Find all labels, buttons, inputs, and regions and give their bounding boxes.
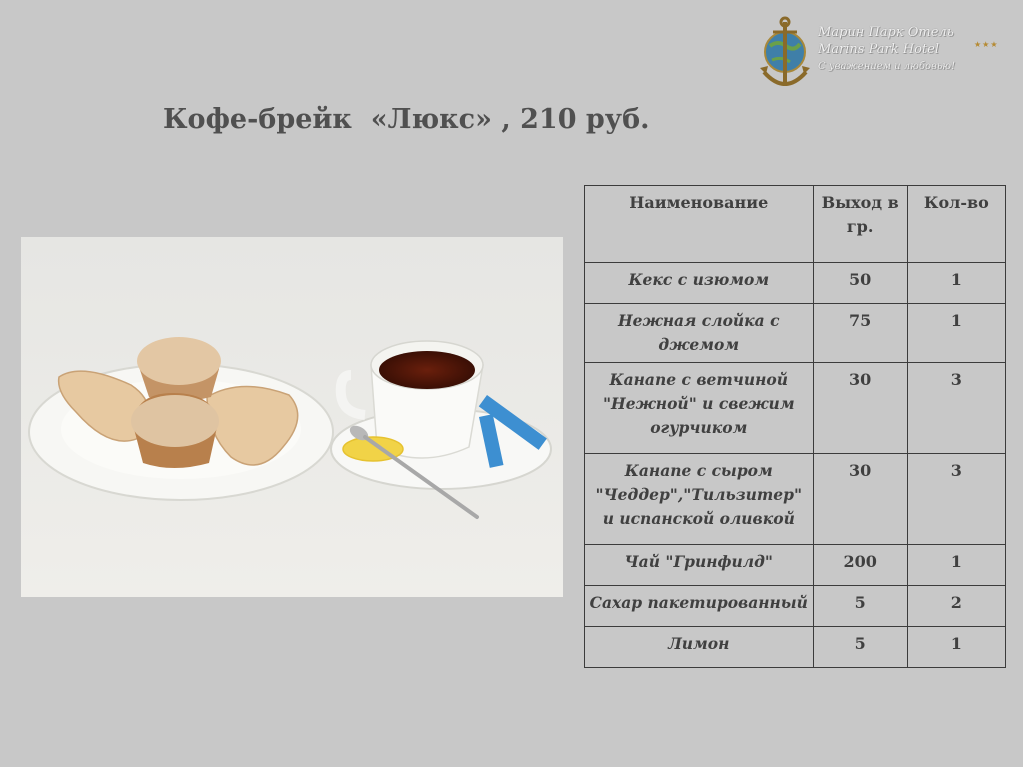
item-name: Канапе с ветчиной "Нежной" и свежим огурчиком — [585, 363, 814, 454]
table-row — [585, 363, 1006, 454]
logo-line-2: Marins Park Hotel — [818, 42, 939, 57]
item-name: Канапе с сыром "Чеддер","Тильзитер" и испанской оливкой — [585, 454, 814, 545]
item-weight: 75 — [813, 304, 907, 363]
logo-line-3: С уважением и любовью! — [818, 61, 956, 72]
table-header-row — [585, 186, 1006, 263]
table-row — [585, 545, 1006, 586]
table-row — [585, 263, 1006, 304]
item-qty: 1 — [907, 263, 1005, 304]
logo-line-1: Марин Парк Отель — [818, 25, 954, 40]
item-qty: 1 — [907, 304, 1005, 363]
header-qty: Кол-во — [907, 186, 1005, 263]
item-qty: 1 — [907, 627, 1005, 668]
hotel-logo — [756, 16, 1011, 94]
item-qty: 3 — [907, 363, 1005, 454]
item-weight: 30 — [813, 454, 907, 545]
page-title: Кофе-брейк «Люкс» , 210 руб. — [163, 104, 650, 135]
item-name: Лимон — [585, 627, 814, 668]
item-weight: 50 — [813, 263, 907, 304]
item-name: Сахар пакетированный — [585, 586, 814, 627]
anchor-globe-icon — [756, 16, 814, 92]
coffee-break-photo — [21, 237, 563, 597]
table-row — [585, 304, 1006, 363]
header-name: Наименование — [585, 186, 814, 263]
item-weight: 200 — [813, 545, 907, 586]
item-qty: 3 — [907, 454, 1005, 545]
item-weight: 5 — [813, 586, 907, 627]
hotel-stars: ★★★ — [974, 40, 999, 49]
item-weight: 30 — [813, 363, 907, 454]
header-weight: Выход в гр. — [813, 186, 907, 263]
menu-table — [584, 185, 1006, 668]
item-qty: 2 — [907, 586, 1005, 627]
logo-text — [818, 24, 955, 75]
item-name: Нежная слойка с джемом — [585, 304, 814, 363]
table-row — [585, 627, 1006, 668]
item-weight: 5 — [813, 627, 907, 668]
table-row — [585, 454, 1006, 545]
item-name: Кекс с изюмом — [585, 263, 814, 304]
table-row — [585, 586, 1006, 627]
item-name: Чай "Гринфилд" — [585, 545, 814, 586]
item-qty: 1 — [907, 545, 1005, 586]
